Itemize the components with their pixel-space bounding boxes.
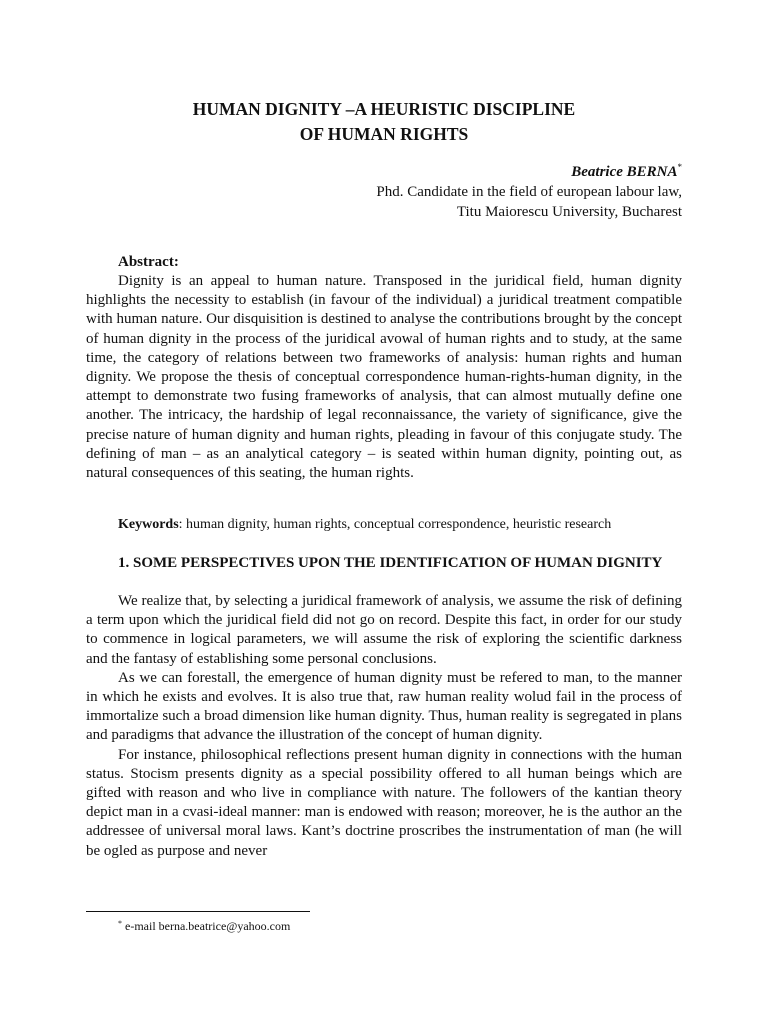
keywords-label: Keywords (118, 517, 179, 532)
footnote-mark: * (118, 919, 122, 928)
author-affiliation-line-2: Titu Maiorescu University, Bucharest (456, 204, 682, 220)
paragraph: We realize that, by selecting a juridical framework of analysis, we assume the risk of defining a term upon which the juridical field did not go on record. Despite this fact, in order for our study to commence in logical parameters, we will assume the risk of exploring the scientific darkness and the fantasy of establishing some personal conclusions. (86, 593, 682, 667)
author-name-text: Beatrice BERNA (571, 164, 678, 180)
paragraph: For instance, philosophical reflections present human dignity in connections with the human status. Stocism presents dignity as a special possibility offered to all human beings which are gifted with reason and who live in compliance with nature. The followers of the kantian theory depict man in a cvasi-ideal manner: man is endowed with reason; moreover, he is the author an the addressee of universal moral laws. Kant’s doctrine proscribes the instrumentation of man (he will be ogled as purpose and never (86, 746, 682, 859)
paper-title (86, 97, 682, 147)
abstract-text: Dignity is an appeal to human nature. Transposed in the juridical field, human dignity highlights the necessity to establish (in favour of the individual) a juridical treatment compatible with human nature. Our disquisition is destined to analyse the contributions brought by the concept of human dignity in the process of the juridical avowal of human rights and to study, at the same time, the category of relations between two frameworks of analysis: human rights and human dignity. We propose the thesis of conceptual correspondence human-rights-human dignity, in the attempt to demonstrate two fusing frameworks of analysis, that can almost mutually define one another. The intricacy, the hardship of legal reconnaissance, the variety of significance, give the precise nature of human dignity and human rights, pleading in favour of this conjugate study. The defining of man – as an analytical category – is seated within human dignity, pointing out, as natural consequences of this seating, the human rights. (86, 273, 682, 482)
paragraph: As we can forestall, the emergence of human dignity must be refered to man, to the manner in which he exists and evolves. It is also true that, raw human reality wolud fail in the process of immortalize such a broad dimension like human dignity. Thus, human reality is segregated in plans and paradigms that advance the illustration of the concept of human dignity. (86, 669, 682, 744)
footnote-divider (86, 911, 310, 912)
section-body (86, 592, 682, 861)
title-line-2: OF HUMAN RIGHTS (299, 124, 469, 144)
footnote-email[interactable]: e-mail berna.beatrice@yahoo.com (122, 919, 291, 933)
abstract-heading: Abstract: (118, 254, 179, 270)
author-footnote-mark: * (677, 162, 682, 172)
keywords-text: : human dignity, human rights, conceptual correspondence, heuristic research (178, 517, 612, 532)
author-name (571, 164, 682, 180)
keywords-line (118, 515, 682, 534)
author-block (300, 162, 682, 222)
title-line-1: HUMAN DIGNITY –A HEURISTIC DISCIPLINE (192, 99, 576, 119)
section-heading: 1. SOME PERSPECTIVES UPON THE IDENTIFICATION OF HUMAN DIGNITY (118, 555, 663, 571)
footnote (118, 918, 290, 934)
author-affiliation-line-1: Phd. Candidate in the field of european labour law, (376, 184, 682, 200)
